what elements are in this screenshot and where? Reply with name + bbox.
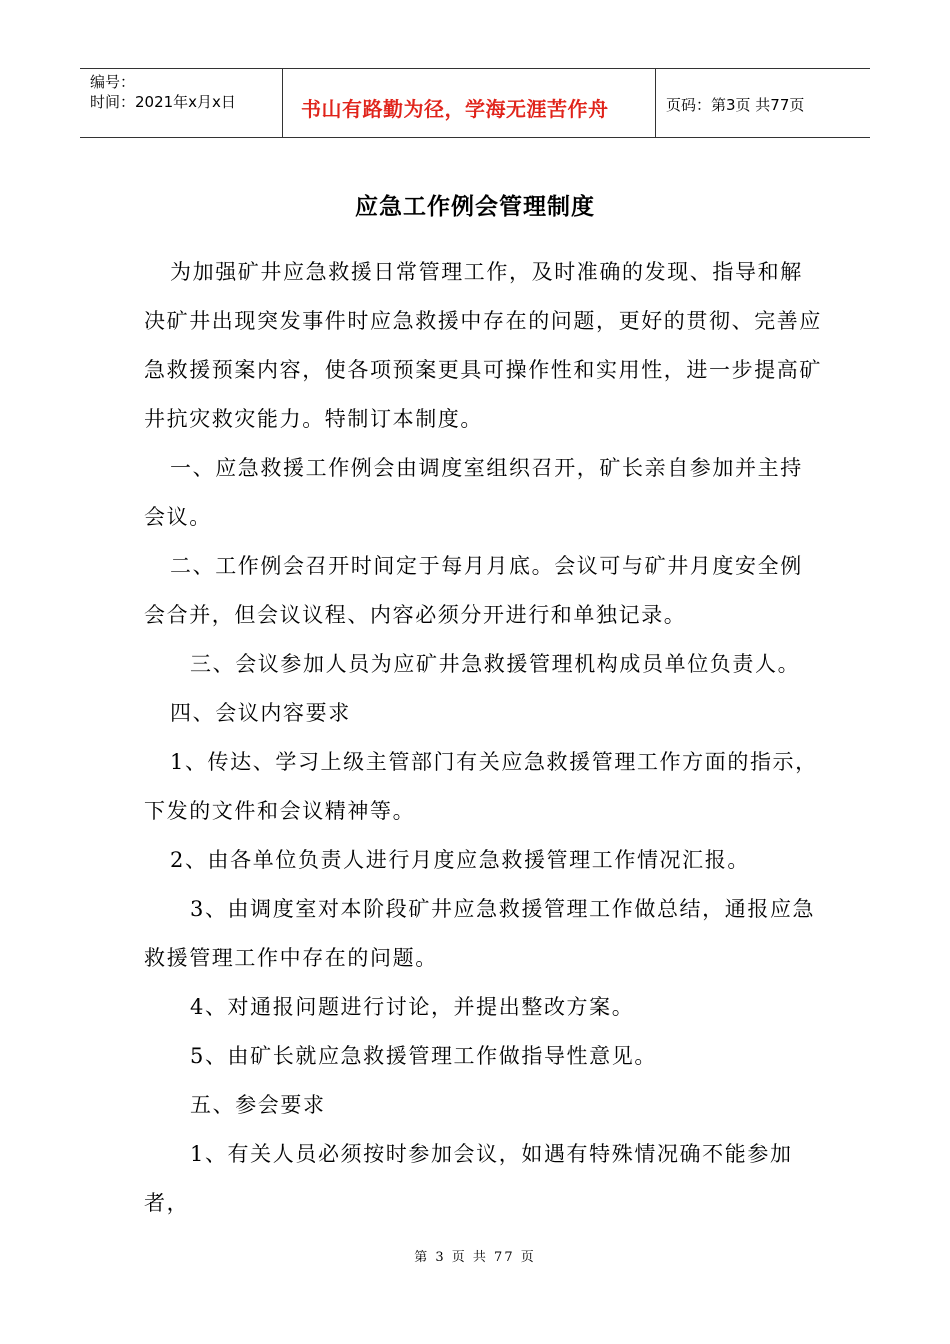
paragraph-item-2: 二、工作例会召开时间定于每月月底。会议可与矿井月度安全例会合并，但会议议程、内容必须分开进行和单独记录。 xyxy=(144,554,803,627)
paragraph-item-3: 三、会议参加人员为应矿井急救援管理机构成员单位负责人。 xyxy=(190,652,801,676)
paragraph-item-5-heading: 五、参会要求 xyxy=(190,1093,326,1117)
paragraph-subitem-4-5: 5、由矿长就应急救援管理工作做指导性意见。 xyxy=(190,1044,657,1068)
paragraph-subitem-4-4: 4、对通报问题进行讨论，并提出整改方案。 xyxy=(190,995,635,1019)
page-footer: 第 3 页 共 77 页 xyxy=(414,1250,536,1265)
paragraph-subitem-5-1: 1、有关人员必须按时参加会议，如遇有特殊情况确不能参加者， xyxy=(144,1142,793,1215)
document-title: 应急工作例会管理制度 xyxy=(355,194,595,220)
paragraph-item-4-heading: 四、会议内容要求 xyxy=(170,701,351,725)
paragraph-subitem-4-2: 2、由各单位负责人进行月度应急救援管理工作情况汇报。 xyxy=(170,848,750,872)
header-motto: 书山有路勤为径，学海无涯苦作舟 xyxy=(301,97,609,121)
header-table xyxy=(80,68,870,138)
header-page-cell xyxy=(656,69,870,137)
paragraph-item-1: 一、应急救援工作例会由调度室组织召开，矿长亲自参加并主持会议。 xyxy=(144,456,803,529)
document-number-label: 编号： xyxy=(90,73,136,91)
paragraph-subitem-4-3: 3、由调度室对本阶段矿井应急救援管理工作做总结，通报应急救援管理工作中存在的问题。 xyxy=(144,897,816,970)
header-meta-cell xyxy=(80,69,283,137)
header-motto-cell xyxy=(283,69,656,137)
document-time-label: 时间：2021年x月x日 xyxy=(90,93,236,111)
document-body xyxy=(144,248,824,1228)
header-page-info: 页码：第3页 共77页 xyxy=(666,96,805,114)
paragraph-subitem-4-1: 1、传达、学习上级主管部门有关应急救援管理工作方面的指示，下发的文件和会议精神等。 xyxy=(144,750,818,823)
paragraph-intro: 为加强矿井应急救援日常管理工作，及时准确的发现、指导和解决矿井出现突发事件时应急救援中存在的问题，更好的贯彻、完善应急救援预案内容，使各项预案更具可操作性和实用性，进一步提高矿井抗灾救灾能力。特制订本制度。 xyxy=(144,260,822,431)
